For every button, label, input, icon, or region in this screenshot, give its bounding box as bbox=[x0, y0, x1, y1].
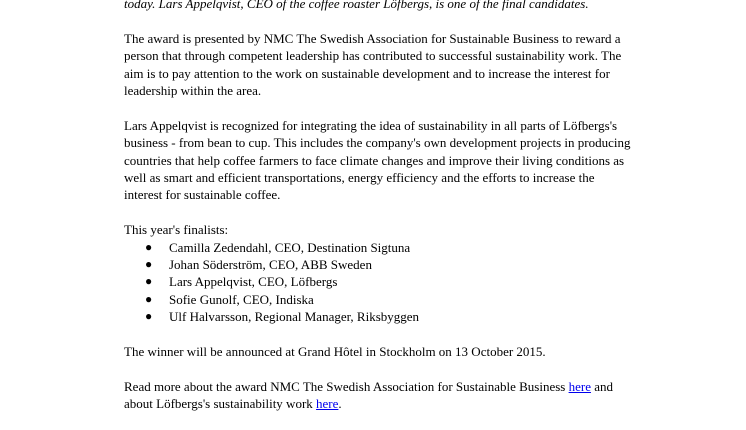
list-item bbox=[124, 308, 634, 325]
award-paragraph: The award is presented by NMC The Swedish Association for Sustainable Business to reward a person that through competent leadership has contributed to successful sustainability work. The aim is to pay attention to the work on sustainable development and to increase the interest for leadership within the area. bbox=[124, 30, 622, 99]
finalist-name: Lars Appelqvist, CEO, Löfbergs bbox=[169, 274, 338, 290]
winner-paragraph: The winner will be announced at Grand Hôtel in Stockholm on 13 October 2015. bbox=[124, 344, 546, 360]
list-item bbox=[124, 239, 634, 256]
list-item bbox=[124, 256, 634, 273]
list-item bbox=[124, 273, 634, 290]
award-info-link[interactable]: here bbox=[568, 378, 591, 394]
bullet-icon: ● bbox=[145, 309, 153, 324]
intro-fragment: today. Lars Appelqvist, CEO of the coffee roaster Löfbergs, is one of the final candidates. bbox=[124, 0, 589, 11]
bullet-icon: ● bbox=[145, 274, 153, 289]
recognition-paragraph: Lars Appelqvist is recognized for integrating the idea of sustainability in all parts of Löfbergs's business - from bean to cup. This includes the company's own development projects in producing countries that help coffee farmers to face climate changes and improve their living conditions as well as smart and efficient transportations, energy efficiency and the efforts to increase the interest for sustainable coffee. bbox=[124, 117, 631, 203]
finalist-name: Ulf Halvarsson, Regional Manager, Riksbyggen bbox=[169, 309, 420, 325]
sustainability-info-link[interactable]: here bbox=[316, 396, 339, 412]
finalist-name: Johan Söderström, CEO, ABB Sweden bbox=[169, 257, 372, 273]
read-more-paragraph bbox=[124, 378, 634, 413]
read-more-text-2: and about Löfbergs's sustainability work bbox=[124, 378, 613, 412]
bullet-icon: ● bbox=[145, 291, 153, 306]
bullet-icon: ● bbox=[145, 239, 153, 254]
finalist-name: Sofie Gunolf, CEO, Indiska bbox=[169, 291, 314, 307]
list-item bbox=[124, 291, 634, 308]
bullet-icon: ● bbox=[145, 257, 153, 272]
document-body bbox=[124, 0, 634, 430]
finalists-heading: This year's finalists: bbox=[124, 222, 229, 238]
finalists-list bbox=[124, 239, 634, 326]
read-more-text-3: . bbox=[338, 396, 342, 412]
finalist-name: Camilla Zedendahl, CEO, Destination Sigtuna bbox=[169, 239, 411, 255]
read-more-text-1: Read more about the award NMC The Swedish Association for Sustainable Business bbox=[124, 378, 569, 394]
